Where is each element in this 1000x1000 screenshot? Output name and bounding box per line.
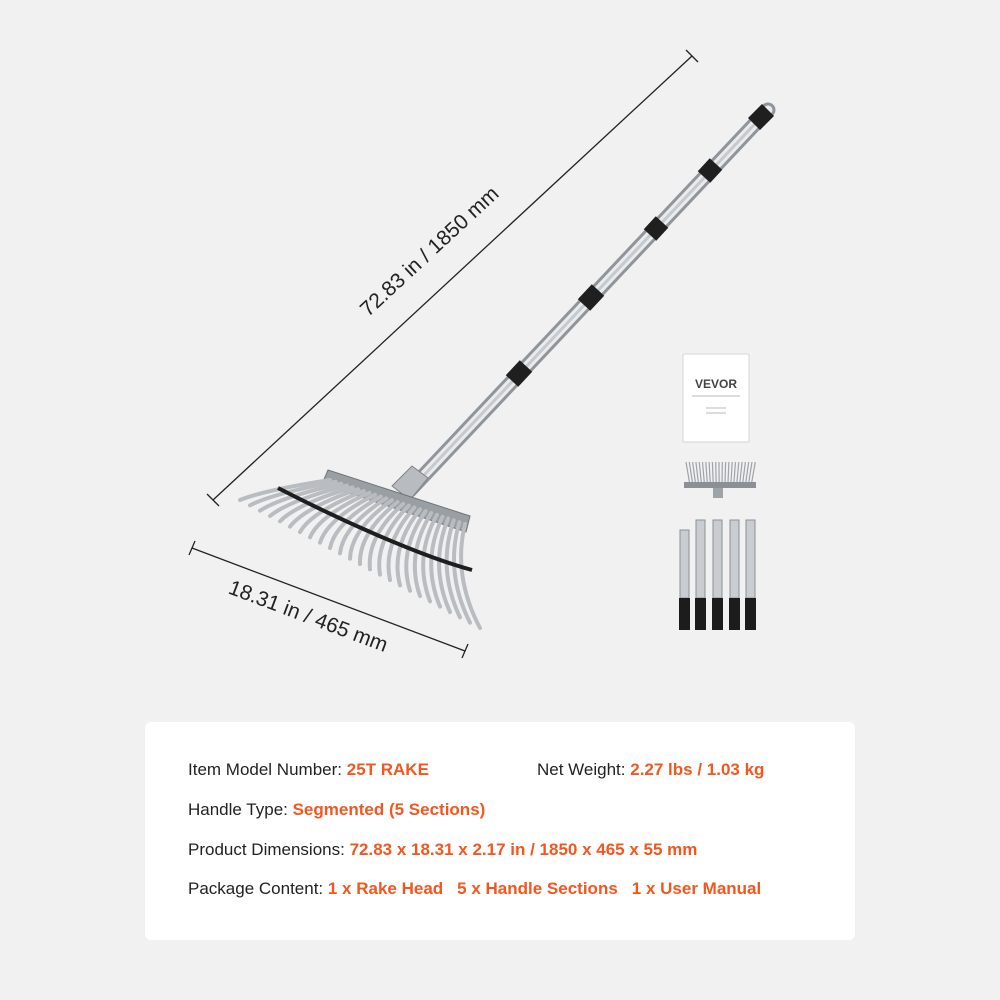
model-value: 25T RAKE [346,760,429,779]
handle-value: Segmented (5 Sections) [292,800,486,819]
small-tine [709,462,710,482]
small-tine [699,462,701,482]
small-tine [752,462,756,482]
user-manual [683,354,749,442]
handle-section [695,520,706,630]
length-dimension-label: 72.83 in / 1850 mm [355,182,504,322]
width-dimension-label: 18.31 in / 465 mm [225,576,391,657]
package-rake-head [684,462,756,498]
handle-key: Handle Type: [188,800,293,819]
small-tine [746,462,749,482]
handle-section [745,520,756,630]
small-tine [696,462,698,482]
handle-section [729,520,740,630]
package-item: 1 x User Manual [631,879,762,898]
small-tine [703,462,705,482]
small-tine [749,462,752,482]
small-tine [725,462,726,482]
spec-row-dimensions [188,840,697,860]
small-tine [728,462,729,482]
dimensions-value: 72.83 x 18.31 x 2.17 in / 1850 x 465 x 55 mm [349,840,698,859]
package-handle-sections [679,520,756,630]
package-item: 1 x Rake Head [327,879,444,898]
spec-row-weight [537,760,764,780]
handle-section [679,530,690,630]
manual-brand-text: VEVOR [694,377,738,391]
small-tine [712,462,713,482]
package-key: Package Content: [188,879,328,898]
spec-row-package [188,879,761,899]
small-tine [740,462,742,482]
dimensions-key: Product Dimensions: [188,840,350,859]
small-tine [693,462,696,482]
model-key: Item Model Number: [188,760,347,779]
handle-section [712,520,723,630]
small-tine [737,462,739,482]
spec-row-model [188,760,429,780]
small-tine [689,462,692,482]
small-tine [731,462,732,482]
package-item: 5 x Handle Sections [457,879,618,898]
specifications-card [145,722,855,940]
small-tine [743,462,746,482]
small-tine [706,462,707,482]
small-tine [686,462,689,482]
small-tine [734,462,736,482]
weight-key: Net Weight: [537,760,631,779]
weight-value: 2.27 lbs / 1.03 kg [630,760,765,779]
spec-row-handle [188,800,485,820]
